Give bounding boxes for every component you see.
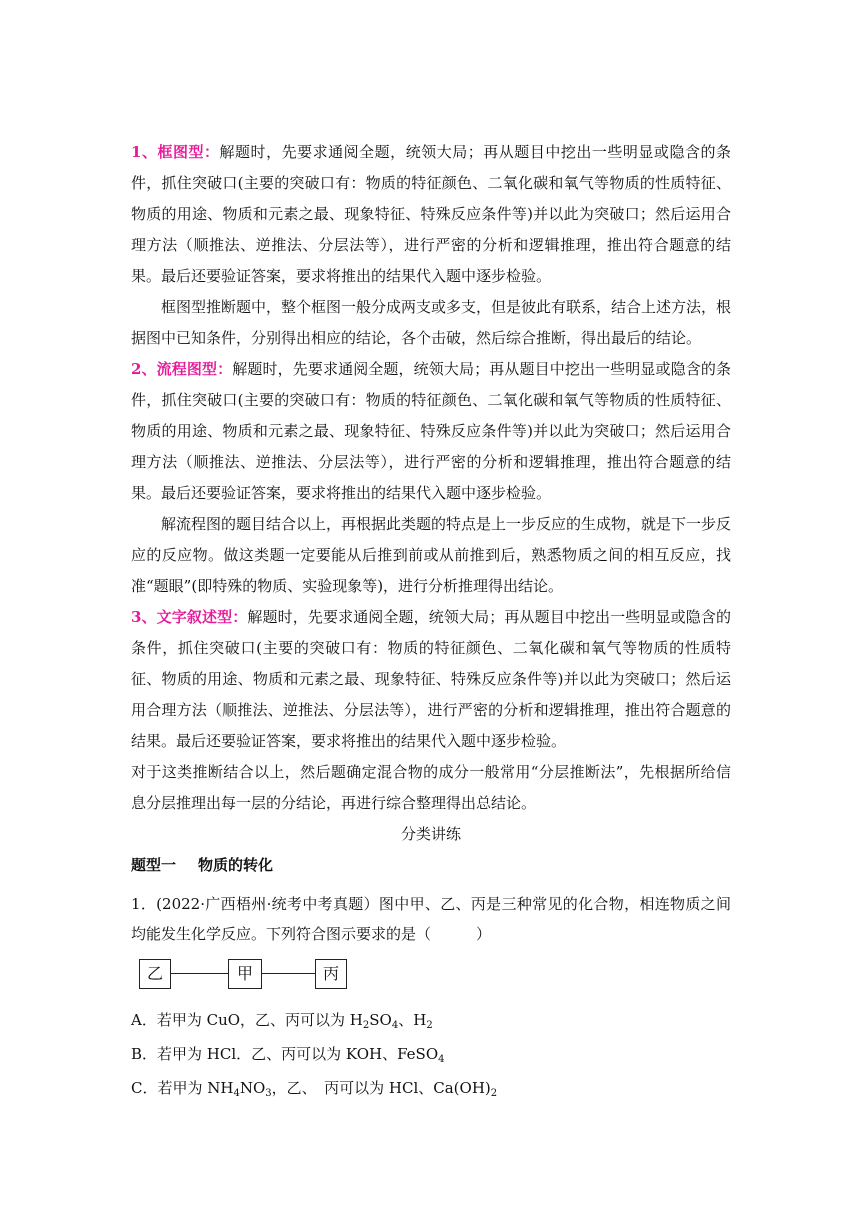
- section-1-heading: 1、框图型：: [131, 143, 220, 161]
- option-b: B．若甲为 HCl．乙、丙可以为 KOH、FeSO$_4$: [131, 1045, 445, 1065]
- option-a: A．若甲为 CuO，乙、丙可以为 $H_2SO_4$、$H_2$: [131, 1011, 433, 1031]
- section-2-heading: 2、流程图型：: [131, 360, 233, 378]
- section-3-note: 对于这类推断结合以上，然后题确定混合物的成分一般常用“分层推断法”，先根据所给信息分层推理出每一层的分结论，再进行综合整理得出总结论。: [131, 763, 731, 812]
- diagram-box-jia: 甲: [228, 959, 262, 989]
- diagram-connector-line: [261, 973, 315, 974]
- question-1-stem: 1．(2022·广西梧州·统考中考真题）图中甲、乙、丙是三种常见的化合物，相连物质之间均能发生化学反应。下列符合图示要求的是（ ）: [131, 895, 731, 943]
- section-3-body: 解题时，先要求通阅全题，统领大局；再从题目中挖出一些明显或隐含的条件，抓住突破口(主要的突破口有：物质的特征颜色、二氧化碳和氧气等物质的性质特征、物质的用途、物质和元素之最、现象特征、特殊反应条件等)并以此为突破口；然后运用合理方法（顺推法、逆推法、分层法等），进行严密的分析和逻辑推理，推出符合题意的结果。最后还要验证答案，要求将推出的结果代入题中逐步检验。: [131, 608, 731, 750]
- option-c: C．若甲为 $NH_4NO_3$，乙、 丙可以为 HCl、$Ca(OH)_2$: [131, 1079, 498, 1099]
- document-page: [131, 137, 731, 1105]
- section-1-note: 框图型推断题中，整个框图一般分成两支或多支，但是彼此有联系，结合上述方法，根据图中已知条件，分别得出相应的结论，各个击破，然后综合推断，得出最后的结论。: [131, 298, 732, 347]
- section-1-body: 解题时，先要求通阅全题，统领大局；再从题目中挖出一些明显或隐含的条件，抓住突破口(主要的突破口有：物质的特征颜色、二氧化碳和氧气等物质的性质特征、物质的用途、物质和元素之最、现象特征、特殊反应条件等)并以此为突破口；然后运用合理方法（顺推法、逆推法、分层法等），进行严密的分析和逻辑推理，推出符合题意的结果。最后还要验证答案，要求将推出的结果代入题中逐步检验。: [131, 143, 731, 285]
- section-2-body: 解题时，先要求通阅全题，统领大局；再从题目中挖出一些明显或隐含的条件，抓住突破口(主要的突破口有：物质的特征颜色、二氧化碳和氧气等物质的性质特征、物质的用途、物质和元素之最、现象特征、特殊反应条件等)并以此为突破口；然后运用合理方法（顺推法、逆推法、分层法等），进行严密的分析和逻辑推理，推出符合题意的结果。最后还要验证答案，要求将推出的结果代入题中逐步检验。: [131, 360, 731, 502]
- question-type-title: 物质的转化: [198, 856, 274, 874]
- practice-title: 分类讲练: [400, 825, 461, 843]
- diagram-box-yi: 乙: [139, 959, 171, 989]
- section-2-paragraph: [131, 354, 731, 509]
- question-type-heading: [131, 850, 731, 881]
- question-type-label: 题型一: [131, 856, 177, 874]
- section-1-paragraph: [131, 137, 731, 292]
- relation-diagram: [131, 959, 731, 999]
- section-3-paragraph: [131, 602, 731, 757]
- section-3-heading: 3、文字叙述型：: [131, 608, 248, 626]
- section-2-note: 解流程图的题目结合以上，再根据此类题的特点是上一步反应的生成物，就是下一步反应的反应物。做这类题一定要能从后推到前或从前推到后，熟悉物质之间的相互反应，找准“题眼”(即特殊的物质、实验现象等)，进行分析推理得出结论。: [131, 515, 732, 595]
- diagram-box-bing: 丙: [315, 959, 347, 989]
- diagram-connector-line: [170, 973, 228, 974]
